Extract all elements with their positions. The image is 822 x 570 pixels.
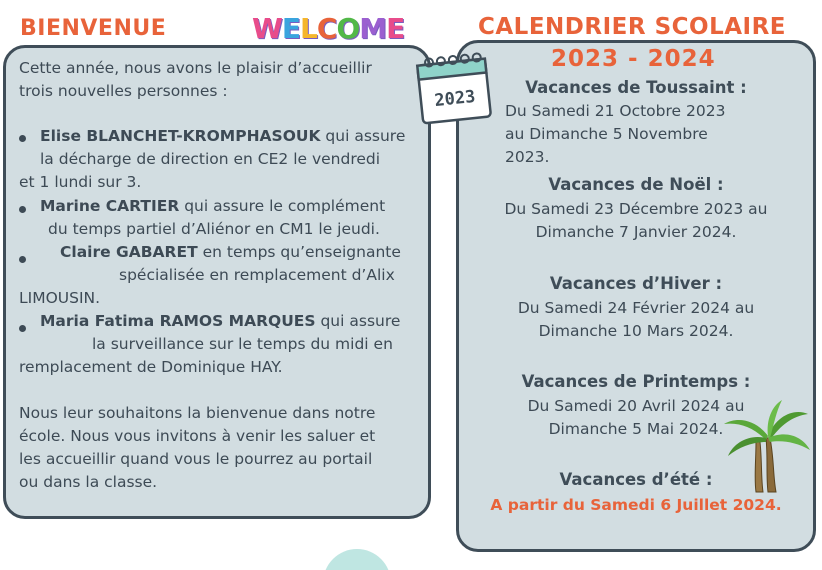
person-text: du temps partiel d’Aliénor en CM1 le jeudi.	[48, 220, 380, 238]
welcome-letter: L	[300, 12, 317, 45]
person-text: qui assure	[320, 312, 401, 330]
welcome-letter: E	[281, 12, 301, 45]
person-4	[40, 310, 428, 333]
noel-dates	[458, 198, 814, 244]
date-line: au Dimanche 5 Novembre	[505, 125, 708, 143]
intro-line: Cette année, nous avons le plaisir d’accueillir	[19, 59, 372, 77]
decorative-circle-icon	[322, 548, 392, 570]
calendar-year-text: 2023	[433, 86, 477, 112]
welcome-letter: E	[386, 12, 405, 45]
bullet-icon	[19, 206, 26, 213]
person-3	[60, 241, 428, 264]
closing-line: ou dans la classe.	[19, 473, 158, 491]
person-text: spécialisée en remplacement d’Alix	[119, 266, 395, 284]
hiver-title: Vacances d’Hiver :	[549, 274, 723, 293]
welcome-wordart	[252, 12, 404, 45]
person-name: Elise BLANCHET-KROMPHASOUK	[40, 127, 321, 145]
bullet-icon	[19, 135, 26, 142]
closing-text	[19, 402, 429, 494]
noel-title: Vacances de Noël :	[548, 175, 724, 194]
person-text: qui assure	[325, 127, 406, 145]
welcome-letter: W	[252, 12, 282, 45]
welcome-letter: M	[359, 12, 387, 45]
calendrier-heading: CALENDRIER SCOLAIRE	[478, 14, 787, 40]
person-2	[40, 195, 428, 218]
ete-title: Vacances d’été :	[559, 470, 713, 489]
bienvenue-heading: BIENVENUE	[20, 16, 167, 41]
person-text: qui assure le complément	[184, 197, 386, 215]
closing-line: école. Nous vous invitons à venir les saluer et	[19, 427, 376, 445]
person-name: Maria Fatima RAMOS MARQUES	[40, 312, 316, 330]
welcome-letter: C	[316, 12, 337, 45]
person-text: LIMOUSIN.	[19, 289, 101, 307]
person-text: remplacement de Dominique HAY.	[19, 358, 283, 376]
welcome-letter: O	[336, 12, 360, 45]
date-line: Dimanche 10 Mars 2024.	[538, 322, 734, 340]
closing-line: les accueillir quand vous le pourrez au portail	[19, 450, 373, 468]
toussaint-dates	[505, 100, 765, 146]
date-line: Du Samedi 20 Avril 2024 au	[527, 397, 745, 415]
date-line: Du Samedi 21 Octobre 2023	[505, 102, 726, 120]
person-text: la décharge de direction en CE2 le vendredi	[40, 150, 381, 168]
date-line: Du Samedi 24 Février 2024 au	[517, 299, 755, 317]
date-line: Du Samedi 23 Décembre 2023 au	[504, 200, 768, 218]
bullet-icon	[19, 325, 26, 332]
intro-line: trois nouvelles personnes :	[19, 82, 228, 100]
date-line: 2023.	[505, 148, 550, 166]
person-1	[40, 125, 428, 171]
ete-date: A partir du Samedi 6 Juillet 2024.	[490, 496, 782, 514]
printemps-title: Vacances de Printemps :	[521, 372, 751, 391]
person-text: la surveillance sur le temps du midi en	[92, 335, 393, 353]
person-text: et 1 lundi sur 3.	[19, 173, 142, 191]
date-line: Dimanche 7 Janvier 2024.	[535, 223, 737, 241]
toussaint-title: Vacances de Toussaint :	[525, 78, 747, 97]
year-range: 2023 - 2024	[551, 46, 716, 72]
person-text: en temps qu’enseignante	[202, 243, 401, 261]
closing-line: Nous leur souhaitons la bienvenue dans notre	[19, 404, 376, 422]
intro-text	[19, 57, 429, 103]
person-name: Marine CARTIER	[40, 197, 180, 215]
person-name: Claire GABARET	[60, 243, 198, 261]
hiver-dates	[458, 297, 814, 343]
date-line: Dimanche 5 Mai 2024.	[548, 420, 724, 438]
palm-tree-icon	[716, 398, 812, 494]
bullet-icon	[19, 256, 26, 263]
